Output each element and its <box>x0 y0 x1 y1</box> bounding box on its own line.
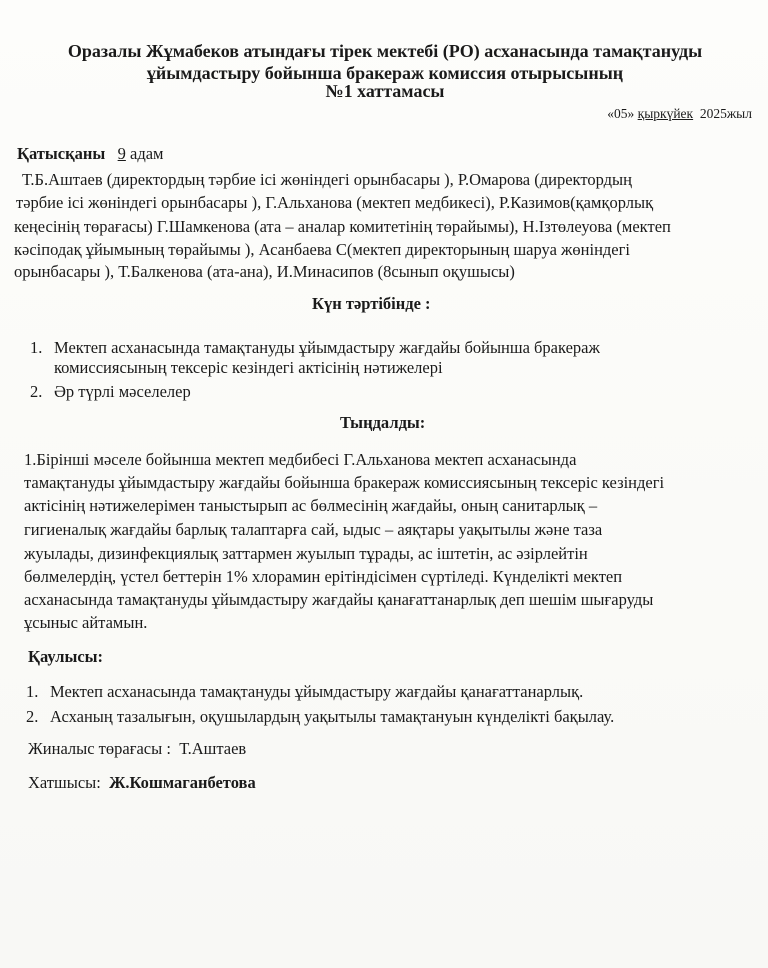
attendance <box>17 144 163 164</box>
resolution-item-2: Асханың тазалығын, оқушылардың уақытылы тамақтануын күнделікті бақылау. <box>50 707 615 726</box>
heard-heading: Тыңдалды: <box>340 413 426 432</box>
secretary-name: Ж.Кошмаганбетова <box>109 773 256 792</box>
agenda-item-1-cont: комиссиясының тексеріс кезіндегі актісінің нәтижелері <box>54 358 443 377</box>
secretary-signature <box>28 773 256 793</box>
resolution-item-number: 2. <box>26 707 39 726</box>
participants-line: кәсіподақ ұйымының төрайымы ), Асанбаева С(мектеп директорының шаруа жөніндегі <box>14 240 630 259</box>
heard-line: жуылады, дизинфекциялық заттармен жуылып тұрады, ас іштетін, ас әзірлейтін <box>24 544 588 563</box>
resolution-item-number: 1. <box>26 682 39 701</box>
resolution-item-1: Мектеп асханасында тамақтануды ұйымдастыру жағдайы қанағаттанарлық. <box>50 682 584 701</box>
date-day: «05» <box>607 106 635 121</box>
resolution-heading: Қаулысы: <box>28 647 104 666</box>
title-line-2: ұйымдастыру бойынша бракераж комиссия отырысының <box>146 63 624 83</box>
heard-line: асханасында тамақтануды ұйымдастыру жағдайы қанағаттанарлық деп шешім шығаруды <box>24 590 654 609</box>
heard-line: гигиеналық жағдайы барлық талаптарға сай, ыдыс – аяқтары уақытылы және таза <box>24 520 603 539</box>
participants-line: кеңесінің төрағасы) Г.Шамкенова (ата – аналар комитетінің төрайымы), Н.Ізтөлеуова (мектеп <box>14 217 671 236</box>
agenda-item-number: 1. <box>30 338 43 357</box>
participants-line: Т.Б.Аштаев (директордың тәрбие ісі жөніндегі орынбасары ), Р.Омарова (директордың <box>22 170 632 189</box>
document-date <box>607 106 752 122</box>
agenda-item-number: 2. <box>30 382 43 401</box>
participants-line: тәрбие ісі жөніндегі орынбасары ), Г.Альханова (мектеп медбикесі), Р.Казимов(қамқорлық <box>16 193 654 212</box>
heard-line: тамақтануды ұйымдастыру жағдайы бойынша бракераж комиссиясының тексеріс кезіндегі <box>24 473 665 492</box>
heard-line: ұсыныс айтамын. <box>24 613 148 632</box>
agenda-heading: Күн тәртібінде : <box>312 294 431 313</box>
title-line-3: №1 хаттамасы <box>325 81 445 101</box>
secretary-label: Хатшысы: <box>28 773 101 792</box>
title-line-1: Оразалы Жұмабеков атындағы тірек мектебі (РО) асханасында тамақтануды <box>67 41 703 61</box>
attendance-unit: адам <box>130 144 164 163</box>
heard-line: бөлмелердің, үстел беттерін 1% хлорамин ерітіндісімен сүртіледі. Күнделікті мектеп <box>24 567 623 586</box>
agenda-item-2: Әр түрлі мәселелер <box>54 382 191 401</box>
attendance-label: Қатысқаны <box>17 144 106 163</box>
chair-signature <box>28 739 246 759</box>
agenda-item-1: Мектеп асханасында тамақтануды ұйымдастыру жағдайы бойынша бракераж <box>54 338 600 357</box>
date-year: 2025жыл <box>699 106 752 121</box>
date-month: қыркүйек <box>637 106 694 121</box>
heard-line: актісінің нәтижелерімен таныстырып ас бөлмесінің жағдайы, оның санитарлық – <box>24 496 598 515</box>
chair-name: Т.Аштаев <box>179 739 247 758</box>
heard-line: 1.Бірінші мәселе бойынша мектеп медбибесі Г.Альханова мектеп асханасында <box>24 450 577 469</box>
participants-line: орынбасары ), Т.Балкенова (ата-ана), И.Минасипов (8сынып оқушысы) <box>14 262 515 281</box>
chair-label: Жиналыс төрағасы : <box>28 739 171 758</box>
attendance-count: 9 <box>117 144 126 163</box>
